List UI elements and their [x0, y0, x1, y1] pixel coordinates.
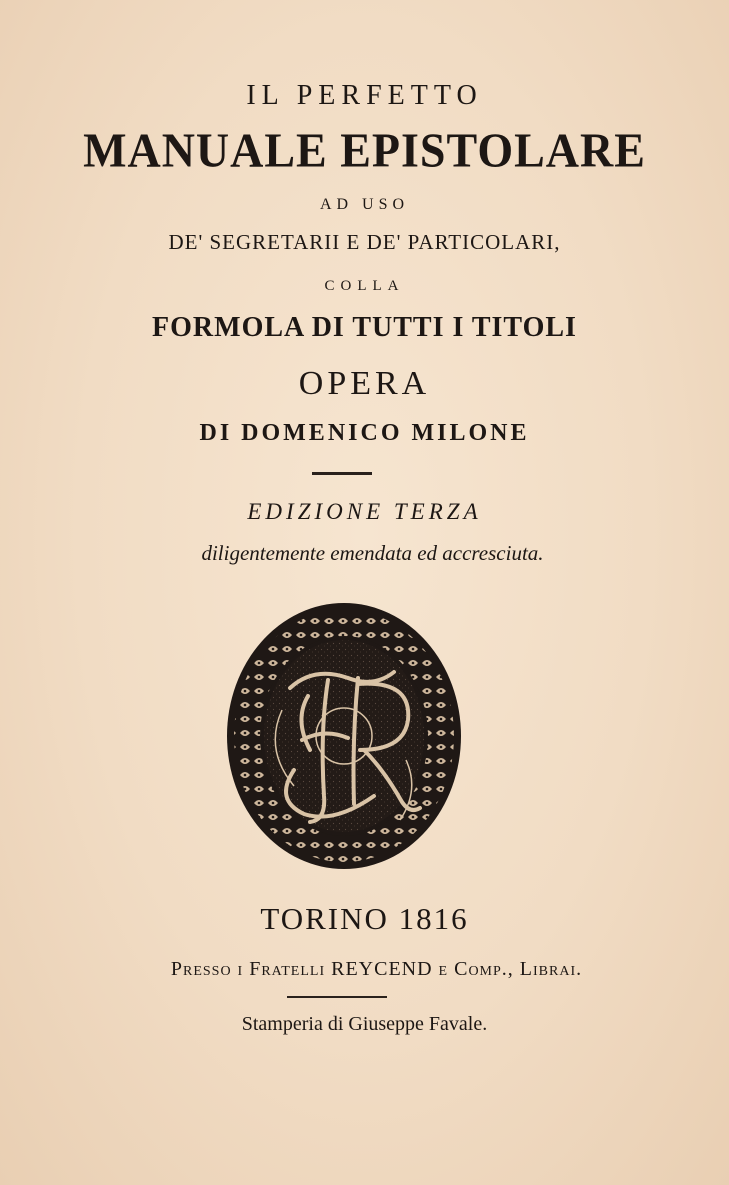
- divider-upper: [312, 472, 372, 475]
- subtitle-colla: COLLA: [324, 278, 405, 294]
- subtitle-destinatari: DE' SEGRETARII E DE' PARTICOLARI,: [168, 230, 561, 254]
- printer-line: Stamperia di Giuseppe Favale.: [241, 1013, 488, 1035]
- edition-line: EDIZIONE TERZA: [247, 499, 482, 524]
- opera-label: OPERA: [298, 365, 431, 402]
- publisher-line: Presso i Fratelli REYCEND e Comp., Librai.: [170, 958, 583, 980]
- title-line-2: MANUALE EPISTOLARE: [83, 123, 646, 178]
- subtitle-formola: FORMOLA DI TUTTI I TITOLI: [152, 312, 577, 343]
- subtitle-ad-uso: AD USO: [319, 196, 410, 213]
- author-line: DI DOMENICO MILONE: [199, 420, 530, 446]
- edition-note: diligentemente emendata ed accresciuta.: [201, 541, 544, 565]
- monogram-emblem: [224, 600, 464, 872]
- title-line-1: IL PERFETTO: [246, 80, 483, 111]
- divider-lower: [287, 996, 387, 998]
- place-and-year: TORINO 1816: [260, 901, 469, 936]
